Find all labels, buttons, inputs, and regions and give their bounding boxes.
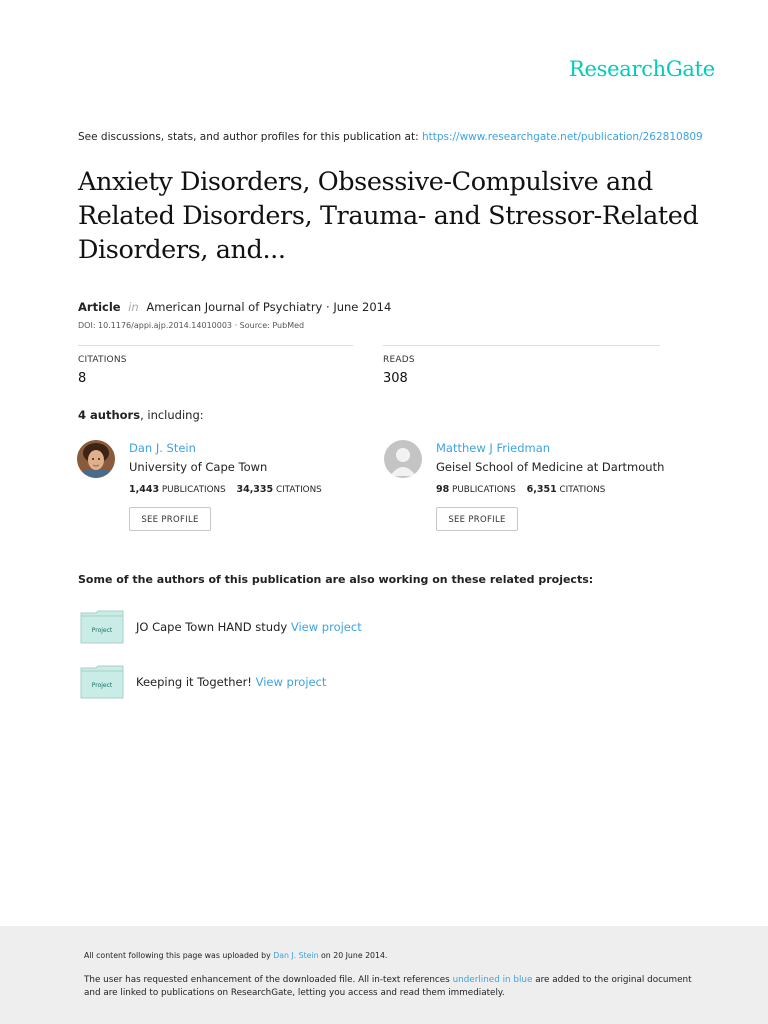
project-badge-text: Project [91, 627, 113, 634]
author-stats [436, 484, 605, 495]
default-user-avatar-icon[interactable] [384, 440, 422, 478]
author-publications-count: 1,443 [129, 484, 160, 495]
reads-divider [383, 345, 660, 346]
author-card-2 [384, 440, 684, 540]
author-citations-count: 6,351 [526, 484, 557, 495]
citations-divider [78, 345, 353, 346]
author-name-link[interactable]: Dan J. Stein [129, 441, 196, 455]
publication-type: Article [78, 300, 121, 314]
notice-suffix: are added to the original document and are linked to publications on ResearchGate, letting you access and read them immediately. [84, 975, 692, 998]
notice-prefix: The user has requested enhancement of the downloaded file. All in-text references [84, 975, 453, 985]
author-citations-count: 34,335 [236, 484, 274, 495]
related-projects-heading: Some of the authors of this publication are also working on these related projects: [78, 573, 594, 586]
authors-heading [78, 408, 204, 422]
publication-title: Anxiety Disorders, Obsessive-Compulsive and Related Disorders, Trauma- and Stressor-Related Disorders, and... [78, 167, 699, 265]
author-name-link[interactable]: Matthew J Friedman [436, 441, 551, 455]
author-citations-label: CITATIONS [275, 485, 322, 495]
author-citations-label: CITATIONS [559, 485, 606, 495]
underlined-in-blue-text: underlined in blue [452, 975, 533, 985]
author-publications-count: 98 [436, 484, 450, 495]
author-card-1 [77, 440, 377, 540]
project-folder-icon [80, 665, 124, 699]
publication-venue: American Journal of Psychiatry · June 2014 [146, 300, 392, 314]
view-project-link[interactable]: View project [255, 675, 327, 689]
author-publications-label: PUBLICATIONS [452, 485, 516, 495]
enhancement-notice [84, 974, 704, 1000]
see-profile-button[interactable]: SEE PROFILE [436, 507, 518, 531]
project-name: JO Cape Town HAND study [136, 620, 291, 634]
authors-count: 4 authors [78, 408, 141, 422]
citations-value: 8 [78, 371, 87, 386]
discussion-line [78, 131, 703, 143]
view-project-link[interactable]: View project [290, 620, 362, 634]
author-institution: University of Cape Town [129, 460, 268, 474]
publication-url-link[interactable]: https://www.researchgate.net/publication/262810809 [421, 131, 703, 143]
author-institution: Geisel School of Medicine at Dartmouth [436, 460, 665, 474]
project-item-2 [80, 665, 680, 699]
author-publications-label: PUBLICATIONS [161, 485, 226, 495]
see-profile-button[interactable]: SEE PROFILE [129, 507, 211, 531]
upload-prefix: All content following this page was uploaded by [84, 951, 274, 960]
author-stats [129, 484, 322, 495]
discussion-text: See discussions, stats, and author profiles for this publication at: [78, 131, 422, 143]
upload-suffix: on 20 June 2014. [318, 951, 388, 960]
project-line [136, 675, 326, 689]
publication-doi: DOI: 10.1176/appi.ajp.2014.14010003 · Source: PubMed [78, 321, 305, 330]
project-badge-text: Project [91, 682, 113, 689]
project-folder-icon [80, 610, 124, 644]
citations-label: CITATIONS [78, 355, 127, 365]
project-item-1 [80, 610, 680, 644]
researchgate-logo[interactable]: ResearchGate [569, 57, 715, 81]
authors-heading-rest: , including: [140, 408, 204, 422]
meta-in: in [128, 300, 139, 314]
project-line [136, 620, 362, 634]
upload-line [84, 951, 387, 960]
project-name: Keeping it Together! [136, 675, 256, 689]
author-photo-avatar[interactable] [77, 440, 115, 478]
footer-notice [0, 926, 768, 1024]
reads-value: 308 [383, 371, 408, 386]
uploader-link[interactable]: Dan J. Stein [273, 951, 319, 960]
reads-label: READS [383, 355, 415, 365]
publication-meta [78, 300, 391, 314]
